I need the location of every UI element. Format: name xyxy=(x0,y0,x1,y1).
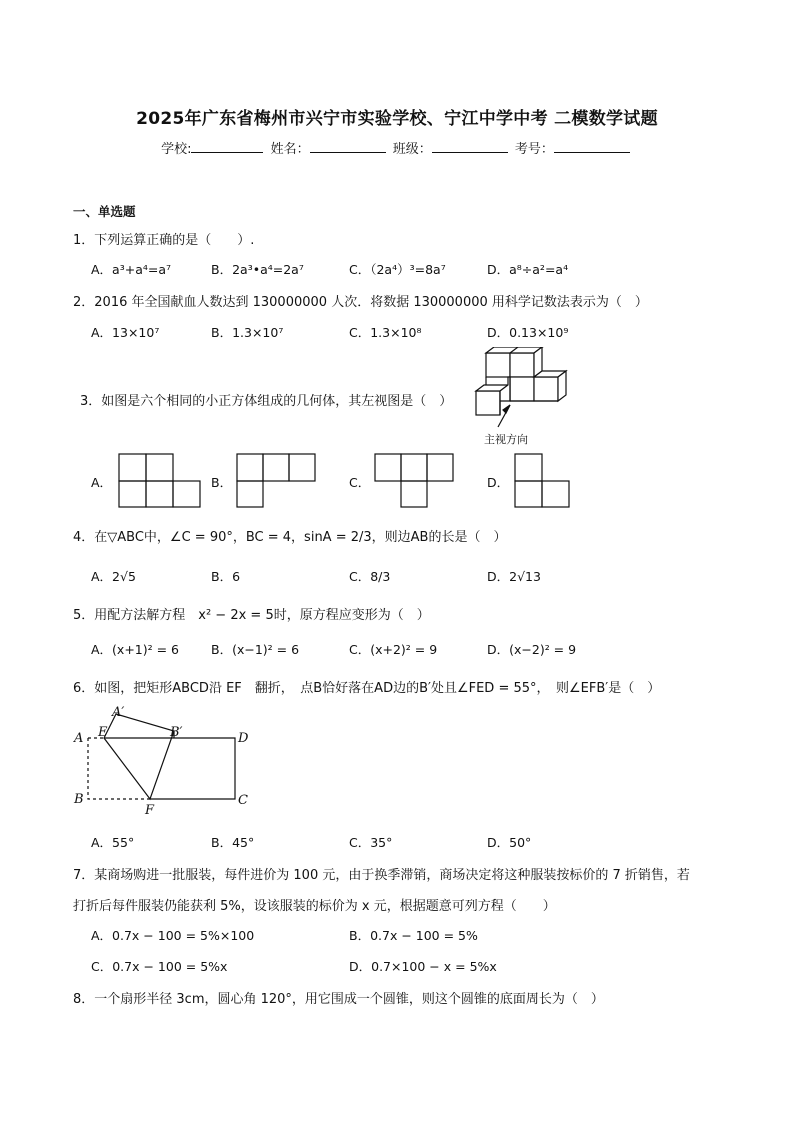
q3-option-b-figure xyxy=(236,453,320,509)
point-e: E xyxy=(98,725,108,740)
q7-option-c[interactable]: C．0.7x − 100 = 5%x xyxy=(91,959,228,974)
view-direction-label: 主视方向 xyxy=(484,433,528,446)
point-a: A xyxy=(74,731,84,746)
q3-option-b[interactable]: B． xyxy=(211,475,233,490)
q7-option-d[interactable]: D．0.7×100 − x = 5%x xyxy=(349,959,497,974)
q2-option-a[interactable]: A．13×10⁷ xyxy=(91,325,160,340)
q1-option-a[interactable]: A．a³+a⁴=a⁷ xyxy=(91,262,172,277)
point-a-prime: A′ xyxy=(112,705,125,720)
question-2-stem: 2．2016 年全国献血人数达到 130000000 人次．将数据 130000000 用科学记数法表示为（ ） xyxy=(73,295,648,310)
q3-option-a-figure xyxy=(118,453,202,509)
q6-option-c[interactable]: C．35° xyxy=(349,835,393,850)
q5-option-d[interactable]: D．(x−2)² = 9 xyxy=(487,642,577,657)
q6-option-b[interactable]: B．45° xyxy=(211,835,255,850)
question-4-stem: 4．在▽ABC中，∠C = 90°，BC = 4，sinA = 2/3，则边AB的长是（ ） xyxy=(73,530,507,545)
point-d: D xyxy=(238,731,249,746)
q5-option-a[interactable]: A．(x+1)² = 6 xyxy=(91,642,180,657)
q4-option-c[interactable]: C．8/3 xyxy=(349,569,391,584)
q2-option-b[interactable]: B．1.3×10⁷ xyxy=(211,325,284,340)
point-b: B xyxy=(74,792,84,807)
q7-option-b[interactable]: B．0.7x − 100 = 5% xyxy=(349,928,478,943)
question-7-stem-line2: 打折后每件服装仍能获利 5%，设该服装的标价为 x 元，根据题意可列方程（ ） xyxy=(73,899,556,914)
q1-option-c[interactable]: C．（2a⁴）³=8a⁷ xyxy=(349,262,446,277)
question-1-stem: 1．下列运算正确的是（ ）. xyxy=(73,233,255,248)
q4-option-b[interactable]: B．6 xyxy=(211,569,241,584)
school-label: 学校: xyxy=(161,142,192,157)
class-label: 班级： xyxy=(392,142,432,157)
q3-option-c[interactable]: C． xyxy=(349,475,371,490)
q4-option-d[interactable]: D．2√13 xyxy=(487,569,541,584)
question-6-stem: 6．如图，把矩形ABCD沿 EF 翻折， 点B恰好落在AD边的B′处且∠FED = 55°， 则∠EFB′是（ ） xyxy=(73,681,661,696)
question-7-stem-line1: 7．某商场购进一批服装，每件进价为 100 元，由于换季滞销，商场决定将这种服装按标价的 7 折销售，若 xyxy=(73,868,690,883)
q5-option-b[interactable]: B．(x−1)² = 6 xyxy=(211,642,300,657)
name-blank[interactable] xyxy=(310,140,386,153)
q3-option-a[interactable]: A． xyxy=(91,475,113,490)
q2-option-d[interactable]: D．0.13×10⁹ xyxy=(487,325,569,340)
q3-option-d-figure xyxy=(514,453,574,509)
q1-option-b[interactable]: B．2a³•a⁴=2a⁷ xyxy=(211,262,304,277)
point-f: F xyxy=(145,803,155,818)
school-blank[interactable] xyxy=(191,140,263,153)
q2-option-c[interactable]: C．1.3×10⁸ xyxy=(349,325,422,340)
question-5-stem: 5．用配方法解方程 x² − 2x = 5时，原方程应变形为（ ） xyxy=(73,608,430,623)
q3-option-d[interactable]: D． xyxy=(487,475,510,490)
question-8-stem: 8．一个扇形半径 3cm，圆心角 120°，用它围成一个圆锥，则这个圆锥的底面周长为（ ） xyxy=(73,992,604,1007)
q5-option-c[interactable]: C．(x+2)² = 9 xyxy=(349,642,438,657)
q3-option-c-figure xyxy=(374,453,458,509)
student-info-line xyxy=(0,138,794,157)
name-label: 姓名： xyxy=(270,142,310,157)
class-blank[interactable] xyxy=(432,140,508,153)
q1-option-d[interactable]: D．a⁸÷a²=a⁴ xyxy=(487,262,569,277)
q6-option-a[interactable]: A．55° xyxy=(91,835,135,850)
question-3-stem: 3．如图是六个相同的小正方体组成的几何体，其左视图是（ ） xyxy=(80,394,453,409)
cube-stack-figure xyxy=(470,347,580,447)
id-blank[interactable] xyxy=(554,140,630,153)
id-label: 考号： xyxy=(514,142,554,157)
q6-option-d[interactable]: D．50° xyxy=(487,835,532,850)
q4-option-a[interactable]: A．2√5 xyxy=(91,569,136,584)
point-c: C xyxy=(238,793,248,808)
q7-option-a[interactable]: A．0.7x − 100 = 5%×100 xyxy=(91,928,255,943)
fold-rectangle-figure xyxy=(70,704,260,822)
point-b-prime: B′ xyxy=(170,725,183,740)
exam-title: 2025年广东省梅州市兴宁市实验学校、宁江中学中考 二模数学试题 xyxy=(136,109,658,129)
section-heading: 一、单选题 xyxy=(73,204,136,219)
